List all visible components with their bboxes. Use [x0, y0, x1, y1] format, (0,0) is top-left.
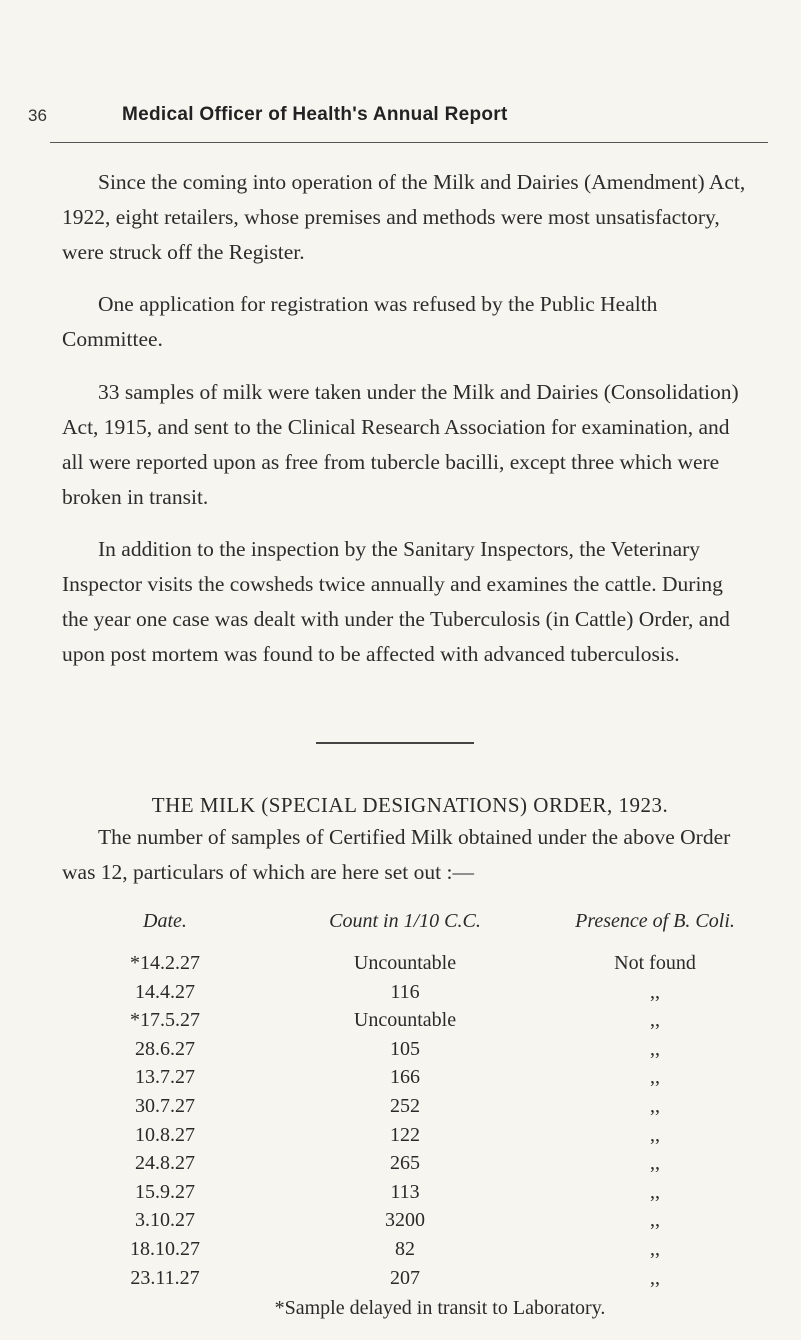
cell-count: 252: [390, 1095, 420, 1117]
table-row: [60, 1238, 760, 1268]
table-header: [60, 910, 760, 940]
cell-date: 14.4.27: [135, 980, 195, 1003]
cell-b-coli: ,,: [650, 1123, 660, 1146]
cell-date: 3.10.27: [135, 1209, 195, 1232]
cell-date: 30.7.27: [135, 1095, 195, 1117]
section-intro: The number of samples of Certified Milk obtained under the above Order was 12, particulars of which are here set out :—: [62, 825, 731, 884]
cell-count: Uncountable: [353, 952, 457, 974]
table-row: [60, 1152, 760, 1182]
table-row: [60, 1181, 760, 1211]
cell-date: *14.2.27: [130, 952, 200, 974]
page-number: 36: [28, 106, 47, 125]
cell-count: 3200: [385, 1209, 425, 1232]
cell-b-coli: ,,: [650, 1095, 660, 1117]
cell-count: 82: [395, 1238, 415, 1260]
cell-date: 24.8.27: [135, 1152, 195, 1175]
cell-b-coli: ,,: [650, 980, 660, 1003]
cell-b-coli: ,,: [650, 1037, 660, 1060]
cell-b-coli: ,,: [650, 1066, 660, 1089]
cell-count: 122: [390, 1123, 420, 1146]
header-count: Count in 1/10 C.C.: [329, 910, 481, 932]
cell-count: 116: [390, 980, 420, 1003]
table-row: [60, 1209, 760, 1239]
paragraph-milk-samples: 33 samples of milk were taken under the Milk and Dairies (Consolidation) Act, 1915, and sent to the Clinical Research Association for examination, and all were reported upon as free from tubercle bacilli, except three which were broken in transit.: [62, 380, 739, 509]
paragraph-registration-refused: One application for registration was refused by the Public Health Committee.: [62, 292, 658, 351]
cell-count: 166: [390, 1066, 420, 1089]
table-row: [60, 1124, 760, 1154]
cell-b-coli: ,,: [650, 1152, 660, 1175]
cell-count: 105: [390, 1037, 420, 1060]
cell-b-coli: ,,: [650, 1209, 660, 1232]
cell-count: 207: [390, 1266, 420, 1289]
header-date: Date.: [143, 910, 187, 932]
footnote: *Sample delayed in transit to Laboratory.: [274, 1297, 606, 1319]
table-row: [60, 1066, 760, 1096]
paragraph-veterinary-inspection: In addition to the inspection by the Sanitary Inspectors, the Veterinary Inspector visits the cowsheds twice annually and examines the cattle. During the year one case was dealt with under the Tuberculosis (in Cattle) Order, and upon post mortem was found to be affected with advanced tuberculosis.: [62, 537, 730, 666]
header-b-coli: Presence of B. Coli.: [575, 910, 735, 932]
cell-date: 28.6.27: [135, 1037, 195, 1060]
table-row: [60, 952, 760, 982]
paragraph-dairies-amendment: Since the coming into operation of the Milk and Dairies (Amendment) Act, 1922, eight retailers, whose premises and methods were most unsatisfactory, were struck off the Register.: [62, 170, 746, 264]
cell-b-coli: ,,: [650, 1009, 660, 1032]
table-row: [60, 981, 760, 1011]
running-title: Medical Officer of Health's Annual Report: [122, 104, 508, 125]
header-rule: [50, 142, 768, 143]
cell-b-coli: ,,: [650, 1180, 660, 1203]
cell-date: 10.8.27: [135, 1123, 195, 1146]
section-heading: THE MILK (SPECIAL DESIGNATIONS) ORDER, 1923.: [151, 793, 669, 817]
section-divider: [316, 742, 474, 744]
cell-count: 113: [390, 1180, 420, 1203]
cell-b-coli: ,,: [650, 1266, 660, 1289]
page-header: [28, 100, 768, 140]
cell-date: *17.5.27: [130, 1009, 200, 1032]
cell-count: 265: [390, 1152, 420, 1175]
cell-date: 13.7.27: [135, 1066, 195, 1089]
table-row: [60, 1095, 760, 1125]
cell-count: Uncountable: [353, 1009, 457, 1032]
cell-b-coli: ,,: [650, 1238, 660, 1260]
table-row: [60, 1267, 760, 1297]
table-row: [60, 1009, 760, 1039]
cell-date: 18.10.27: [130, 1238, 200, 1260]
table-row: [60, 1038, 760, 1068]
cell-date: 15.9.27: [135, 1180, 195, 1203]
cell-date: 23.11.27: [130, 1266, 200, 1289]
cell-b-coli: Not found: [614, 952, 696, 974]
